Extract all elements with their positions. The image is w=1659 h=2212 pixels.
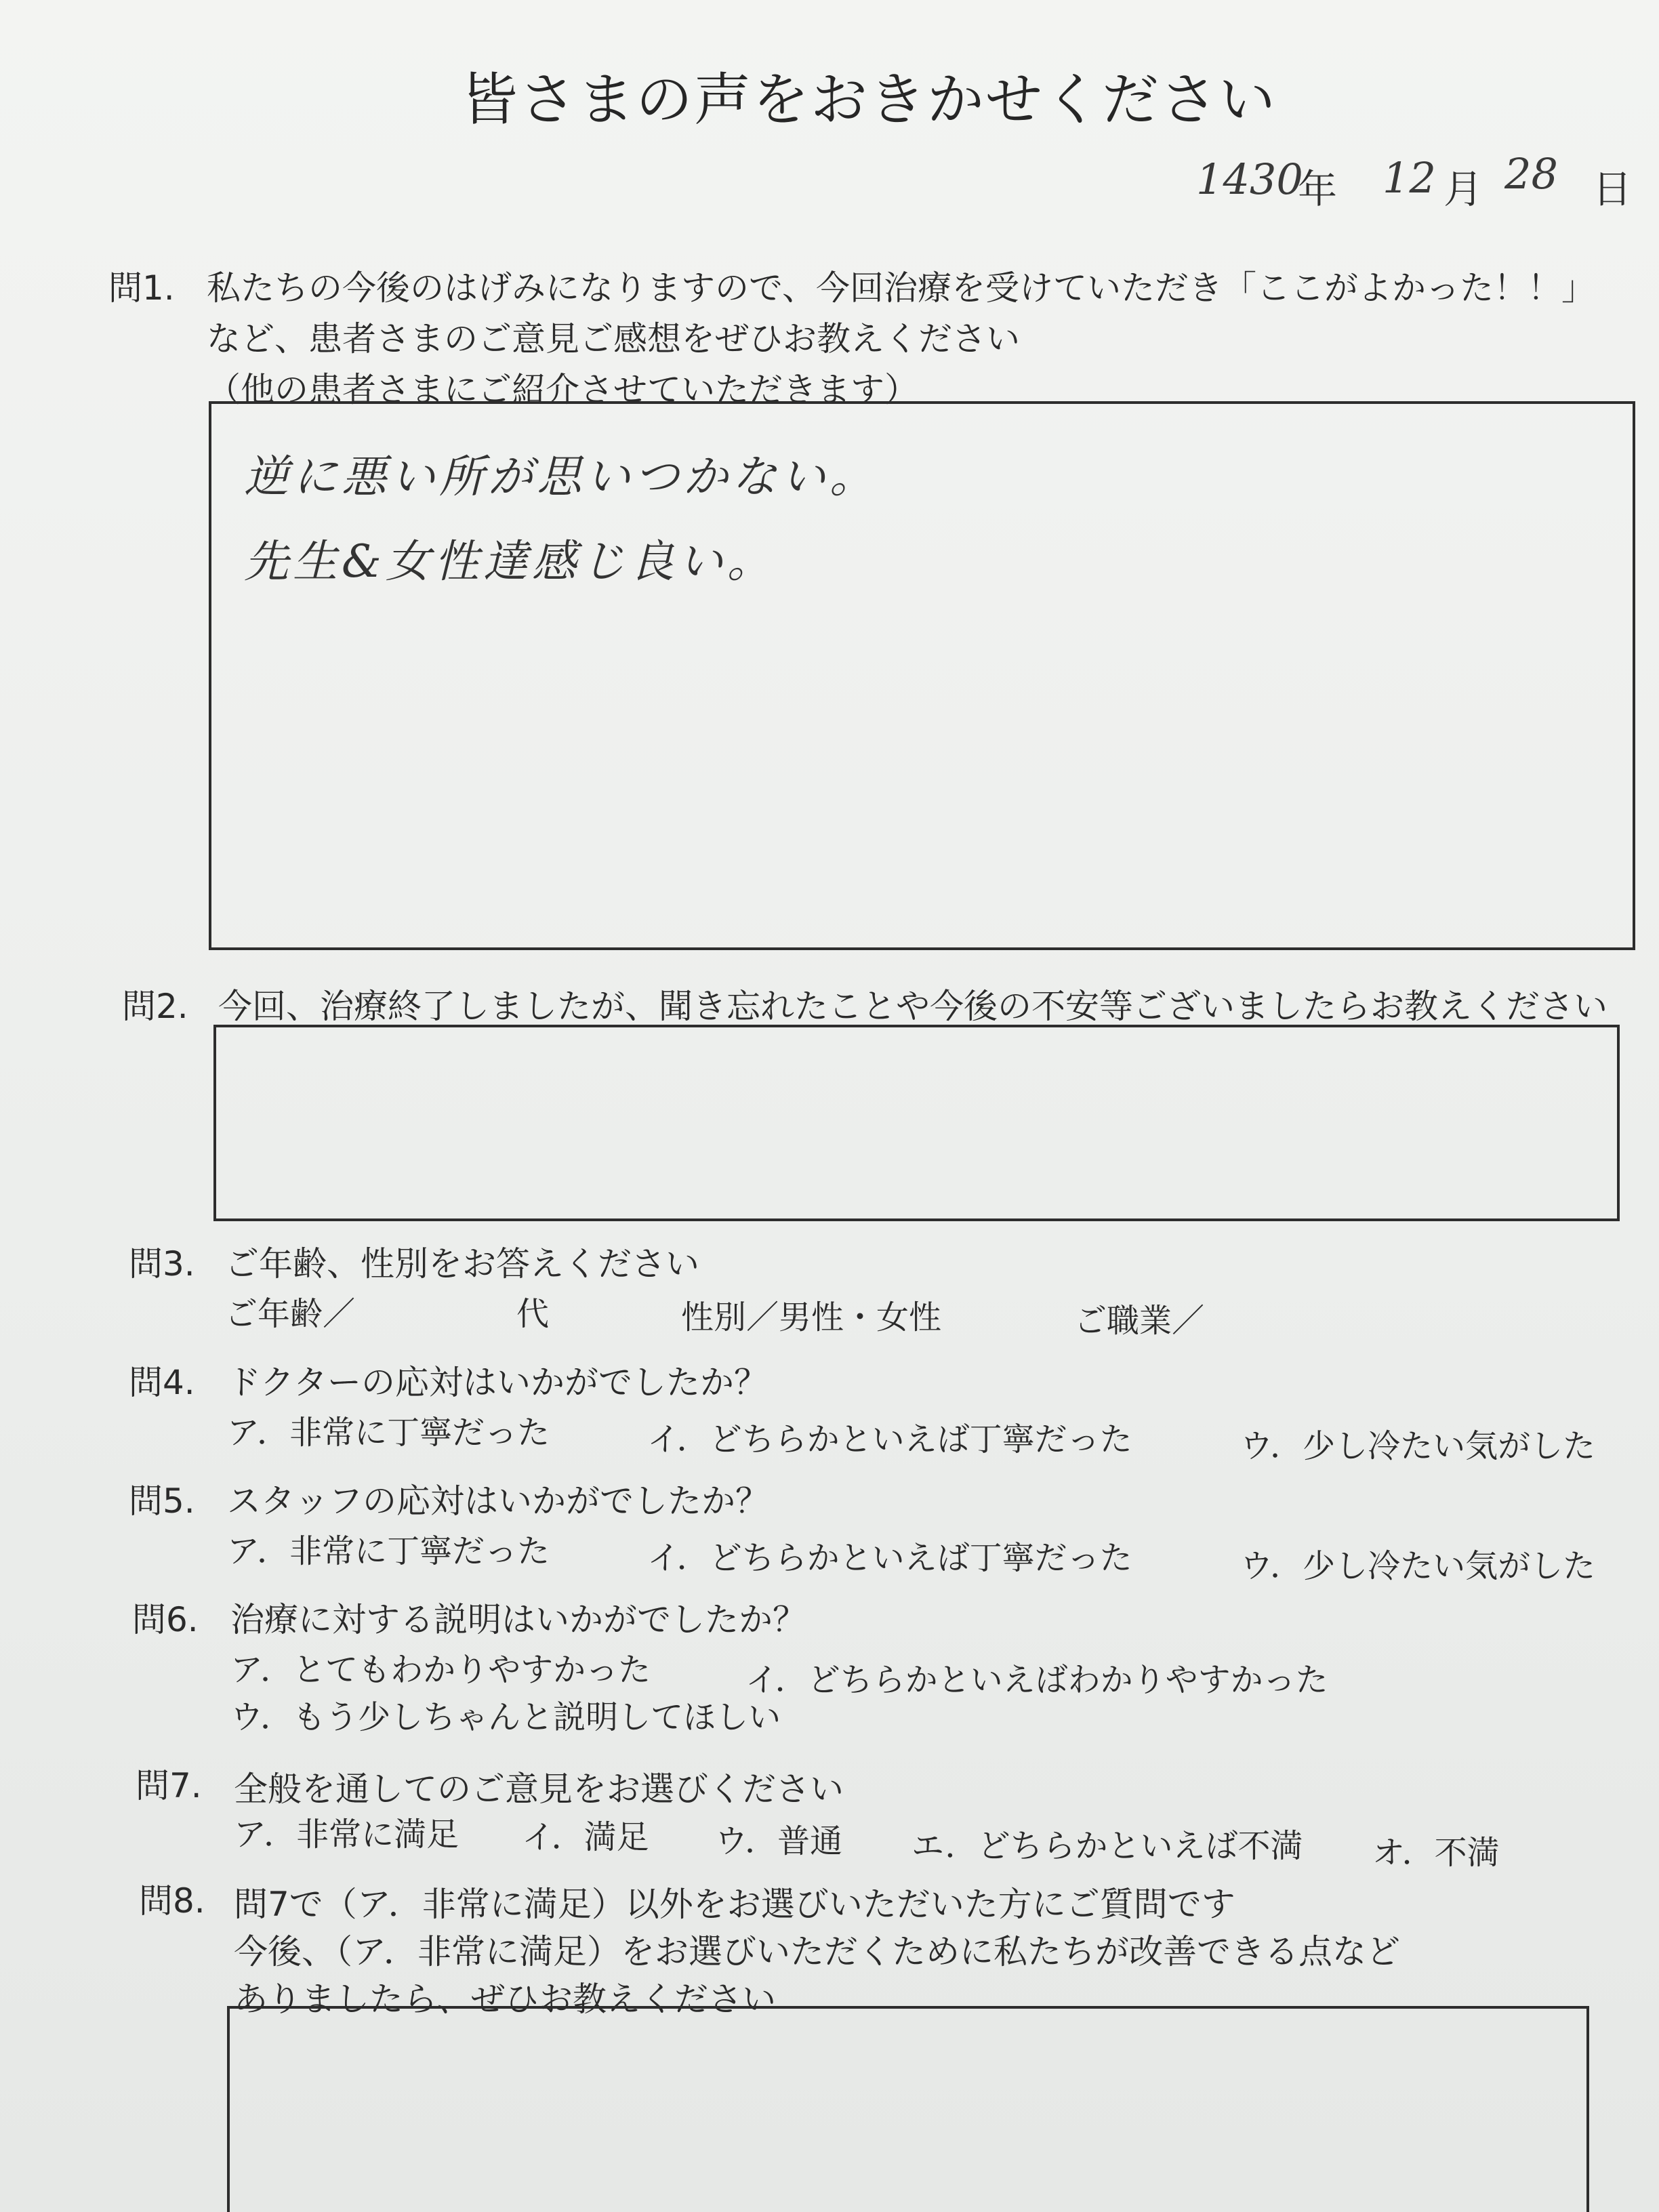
q1-line1: 私たちの今後のはげみになりますので、今回治療を受けていただき「ここがよかった！！」 [207, 268, 1595, 308]
q1-answer-line2: 先生&女性達感じ良い。 [244, 535, 776, 588]
q3-sex-label: 性別／男性・女性 [681, 1298, 942, 1336]
q7-option-e[interactable]: エ．どちらかといえば不満 [912, 1827, 1303, 1865]
date-day-unit: 日 [1593, 166, 1633, 212]
q1-number: 問1. [108, 268, 175, 308]
q1-line3: （他の患者さまにご紹介させていただきます） [207, 370, 918, 409]
date-day: 28 [1504, 149, 1558, 199]
page-title: 皆さまの声をおきかせください [461, 66, 1277, 133]
q4-text: ドクターの応対はいかがでしたか？ [227, 1363, 768, 1402]
q5-option-a[interactable]: ア．非常に丁寧だった [227, 1532, 550, 1570]
q3-text: ご年齢、性別をお答えください [225, 1244, 699, 1284]
q7-number: 問7. [136, 1766, 202, 1805]
q7-text: 全般を通してのご意見をお選びください [234, 1769, 844, 1809]
q7-option-i[interactable]: イ．満足 [522, 1818, 649, 1856]
q4-option-i[interactable]: イ．どちらかといえば丁寧だった [647, 1420, 1132, 1458]
date-year-unit: 年 [1298, 166, 1338, 212]
date-month: 12 [1382, 153, 1436, 203]
q2-answer-box[interactable] [213, 1025, 1620, 1221]
q4-option-u[interactable]: ウ．少し冷たい気がした [1240, 1427, 1596, 1465]
q3-age-unit: 代 [516, 1295, 550, 1333]
q6-option-i[interactable]: イ．どちらかといえばわかりやすかった [745, 1661, 1328, 1699]
q2-number: 問2. [122, 987, 188, 1026]
q8-answer-box[interactable] [227, 2006, 1589, 2212]
q4-option-a[interactable]: ア．非常に丁寧だった [227, 1414, 550, 1452]
q5-number: 問5. [129, 1481, 195, 1521]
q3-number: 問3. [129, 1244, 195, 1284]
q8-line2: 今後、（ア．非常に満足）をお選びいただくために私たちが改善できる点など [234, 1932, 1400, 1971]
q7-option-a[interactable]: ア．非常に満足 [234, 1816, 459, 1853]
q3-job-label: ご職業／ [1074, 1302, 1205, 1340]
q4-number: 問4. [129, 1363, 195, 1402]
q1-answer-line1: 逆に悪い所が思いつかない。 [244, 451, 878, 503]
q6-number: 問6. [132, 1600, 199, 1639]
q5-option-i[interactable]: イ．どちらかといえば丁寧だった [647, 1539, 1132, 1577]
q6-text: 治療に対する説明はいかがでしたか？ [230, 1600, 806, 1639]
q8-line1: 問7で（ア．非常に満足）以外をお選びいただいた方にご質問です [234, 1885, 1235, 1924]
date-month-unit: 月 [1443, 166, 1483, 212]
q6-option-u[interactable]: ウ．もう少しちゃんと説明してほしい [230, 1698, 781, 1736]
q7-option-u[interactable]: ウ．普通 [715, 1822, 843, 1860]
q3-age-label: ご年齢／ [225, 1295, 356, 1333]
q2-text: 今回、治療終了しましたが、聞き忘れたことや今後の不安等ございましたらお教えください [218, 987, 1607, 1026]
date-year: 1430 [1196, 155, 1303, 204]
q8-line3: ありましたら、ぜひお教えください [234, 1980, 776, 2019]
q5-option-u[interactable]: ウ．少し冷たい気がした [1240, 1547, 1596, 1585]
q7-option-o[interactable]: オ．不満 [1372, 1834, 1500, 1872]
q8-number: 問8. [139, 1881, 205, 1921]
q6-option-a[interactable]: ア．とてもわかりやすかった [230, 1651, 651, 1689]
q1-line2: など、患者さまのご意見ご感想をぜひお教えください [207, 319, 1020, 359]
q5-text: スタッフの応対はいかがでしたか？ [227, 1481, 769, 1521]
